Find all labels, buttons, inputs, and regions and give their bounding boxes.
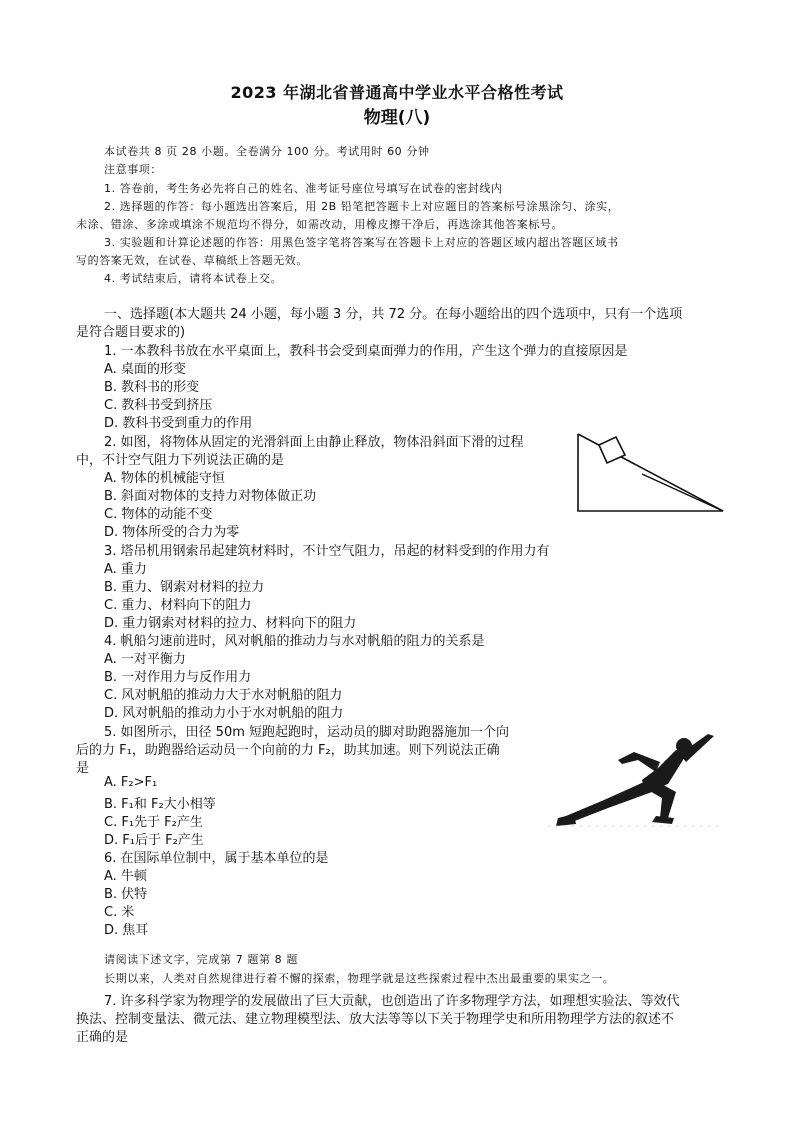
q5-option-b: B. F₁和 F₂大小相等 (104, 797, 216, 812)
q3-stem: 3. 塔吊机用钢索吊起建筑材料时，不计空气阻力，吊起的材料受到的作用力有 (104, 544, 550, 559)
q4-stem: 4. 帆船匀速前进时，风对帆船的推动力与水对帆船的阻力的关系是 (104, 634, 485, 649)
q7-stem-a: 7. 许多科学家为物理学的发展做出了巨大贡献，也创造出了许多物理学方法，如理想实验法、等效代 (104, 994, 680, 1009)
note-1: 1. 答卷前，考生务必先将自己的姓名、准考证号座位号填写在试卷的密封线内 (104, 182, 503, 195)
note-4: 4. 考试结束后，请将本试卷上交。 (104, 272, 283, 285)
section-heading-b: 是符合题目要求的) (76, 325, 186, 340)
q5-option-d: D. F₁后于 F₂产生 (104, 833, 204, 848)
q1-option-c: C. 教科书受到挤压 (104, 398, 213, 413)
q6-stem: 6. 在国际单位制中，属于基本单位的是 (104, 851, 329, 866)
q5-option-c: C. F₁先于 F₂产生 (104, 815, 203, 830)
reading-prompt: 请阅读下述文字，完成第 7 题第 8 题 (104, 953, 298, 966)
q1-option-b: B. 教科书的形变 (104, 380, 200, 395)
q4-option-a: A. 一对平衡力 (104, 652, 186, 667)
note-2a: 2. 选择题的作答：每小题选出答案后，用 2B 铅笔把答题卡上对应题目的答案标号涂黑涂匀、涂实， (104, 200, 620, 213)
sprinter-icon (556, 734, 714, 826)
sprinter-figure (548, 722, 720, 828)
q3-option-d: D. 重力钢索对材料的拉力、材料向下的阻力 (104, 616, 357, 631)
q2-option-c: C. 物体的动能不变 (104, 507, 213, 522)
q5-option-a: A. F₂>F₁ (104, 775, 158, 790)
q2-stem-a: 2. 如图，将物体从固定的光滑斜面上由静止释放，物体沿斜面下滑的过程 (104, 435, 524, 450)
q6-option-d: D. 焦耳 (104, 923, 149, 938)
q5-stem-a: 5. 如图所示，田径 50m 短跑起跑时，运动员的脚对助跑器施加一个向 (104, 725, 510, 740)
q7-stem-c: 正确的是 (76, 1030, 129, 1045)
q4-option-c: C. 风对帆船的推动力大于水对帆船的阻力 (104, 688, 343, 703)
note-3a: 3. 实验题和计算论述题的作答：用黑色签字笔将答案写在答题卡上对应的答题区域内超出答题区域书 (104, 236, 619, 249)
q3-option-a: A. 重力 (104, 562, 147, 577)
q1-option-a: A. 桌面的形变 (104, 362, 186, 377)
q6-option-a: A. 牛顿 (104, 869, 147, 884)
note-2b: 未涂、错涂、多涂或填涂不规范均不得分，如需改动，用橡皮擦干净后，再选涂其他答案标号。 (76, 218, 564, 231)
q6-option-c: C. 米 (104, 905, 135, 920)
exam-subtitle: 物理(八) (363, 108, 431, 128)
q2-option-d: D. 物体所受的合力为零 (104, 525, 240, 540)
q2-stem-b: 中，不计空气阻力下列说法正确的是 (76, 453, 285, 468)
q4-option-d: D. 风对帆船的推动力小于水对帆船的阻力 (104, 706, 344, 721)
q6-option-b: B. 伏特 (104, 887, 148, 902)
section-heading-a: 一、选择题(本大题共 24 小题，每小题 3 分，共 72 分。在每小题给出的四个选项中，只有一个选项 (104, 307, 683, 322)
incline-figure (574, 432, 726, 514)
reading-text: 长期以来，人类对自然规律进行着不懈的探索，物理学就是这些探索过程中杰出最重要的果实之一。 (104, 972, 615, 985)
q7-stem-b: 换法、控制变量法、微元法、建立物理模型法、放大法等等以下关于物理学史和所用物理学方法的叙述不 (76, 1012, 675, 1027)
notes-title: 注意事项： (104, 163, 162, 176)
q2-option-b: B. 斜面对物体的支持力对物体做正功 (104, 489, 317, 504)
incline-icon (578, 434, 723, 511)
exam-title: 2023 年湖北省普通高中学业水平合格性考试 (230, 83, 564, 102)
q3-option-b: B. 重力、钢索对材料的拉力 (104, 580, 265, 595)
q2-option-a: A. 物体的机械能守恒 (104, 471, 225, 486)
q1-stem: 1. 一本教科书放在水平桌面上，教科书会受到桌面弹力的作用，产生这个弹力的直接原因是 (104, 344, 628, 359)
q4-option-b: B. 一对作用力与反作用力 (104, 670, 252, 685)
note-3b: 写的答案无效，在试卷、草稿纸上答题无效。 (76, 254, 308, 267)
q5-stem-b: 后的力 F₁，助跑器给运动员一个向前的力 F₂，助其加速。则下列说法正确 (76, 743, 500, 758)
q1-option-d: D. 教科书受到重力的作用 (104, 416, 253, 431)
q5-stem-c: 是 (76, 761, 90, 776)
q3-option-c: C. 重力、材料向下的阻力 (104, 598, 252, 613)
intro-summary: 本试卷共 8 页 28 小题。全卷满分 100 分。考试用时 60 分钟 (104, 145, 430, 158)
block-shape (599, 437, 625, 463)
